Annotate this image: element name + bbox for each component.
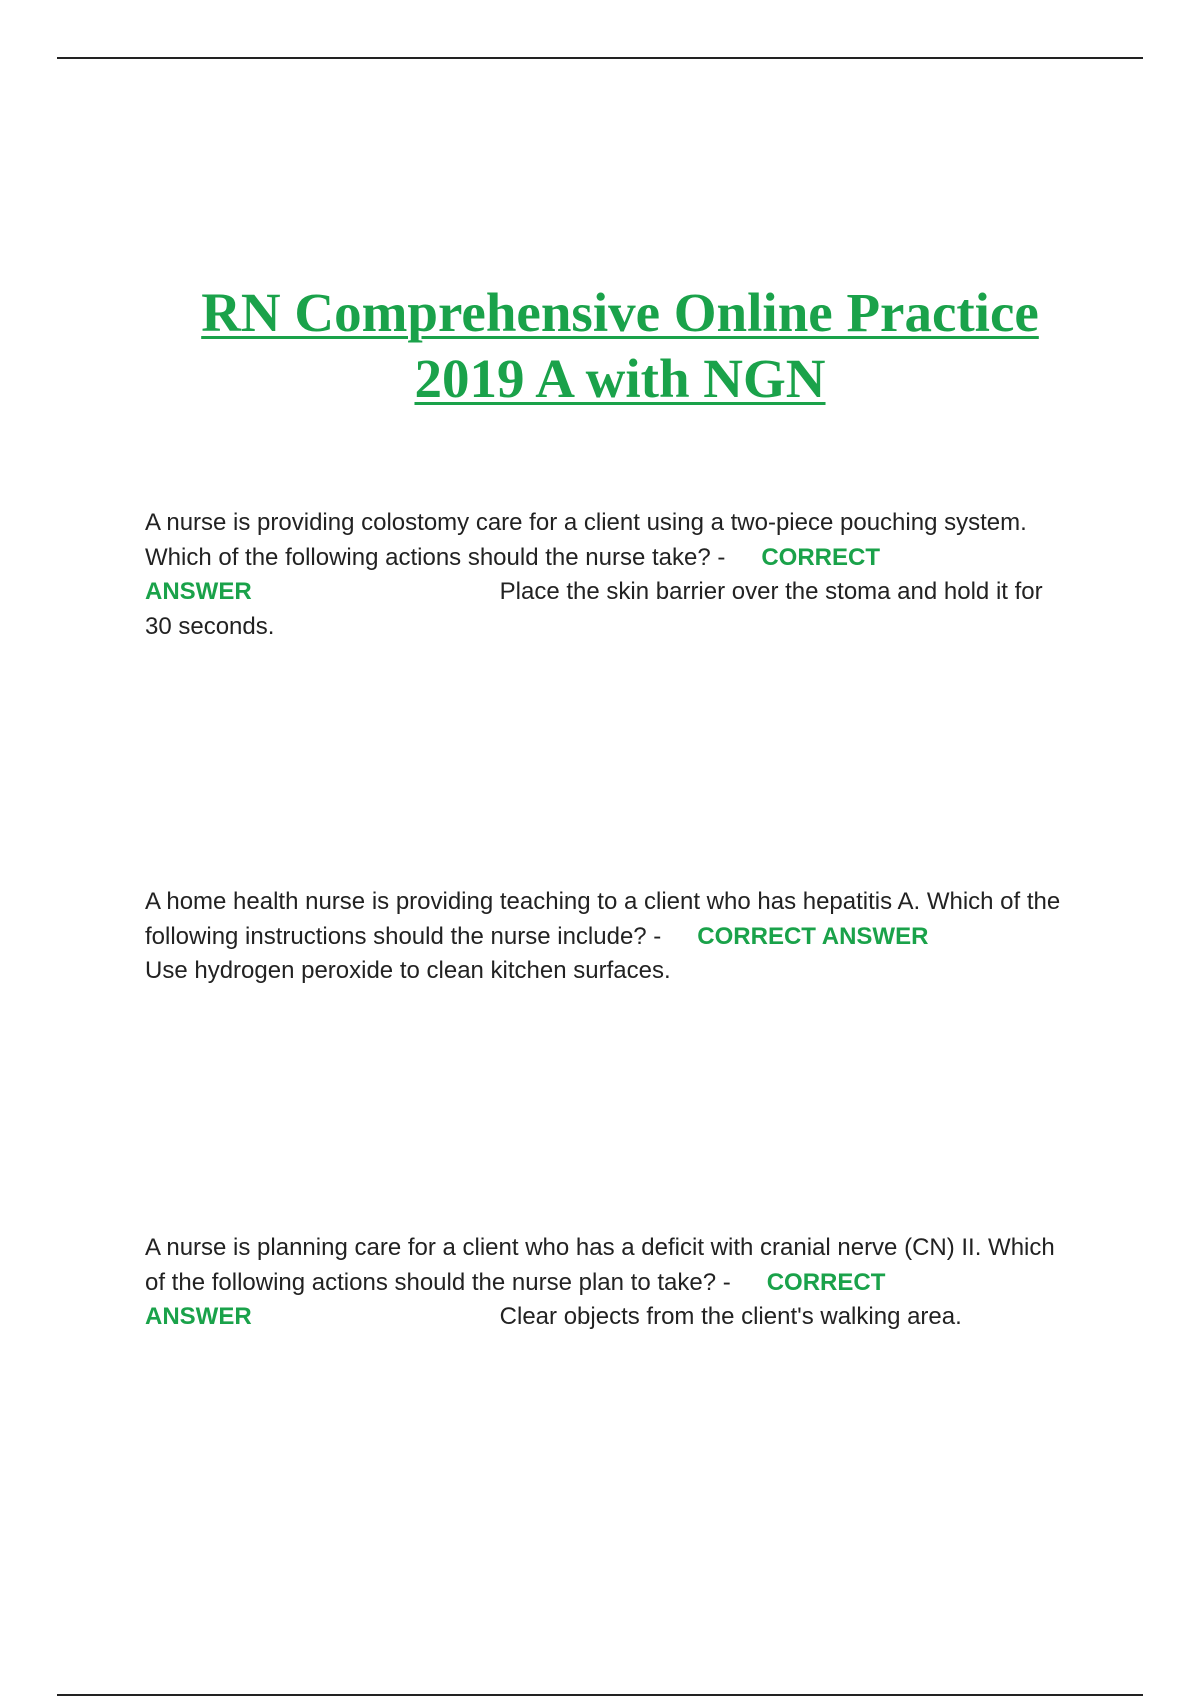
qa-item-3 <box>145 1231 1065 1335</box>
document-title <box>140 280 1100 412</box>
title-line-2: 2019 A with NGN <box>414 348 826 409</box>
question-text: A home health nurse is providing teaching to a client who has hepatitis A. Which of the following instructions should the nurse include? - <box>145 888 1061 950</box>
correct-answer-label: CORRECT <box>766 1268 886 1296</box>
answer-text: Use hydrogen peroxide to clean kitchen surfaces. <box>145 957 671 984</box>
correct-answer-label-cont: ANSWER <box>145 578 252 605</box>
question-text: A nurse is planning care for a client who has a deficit with cranial nerve (CN) II. Which of the following actions should the nurse plan to take? - <box>145 1234 1055 1296</box>
question-text: A nurse is providing colostomy care for a client using a two-piece pouching system. Which of the following actions should the nurse take? - <box>145 509 1027 571</box>
answer-text: Clear objects from the client's walking area. <box>499 1303 962 1330</box>
qa-item-1 <box>145 506 1065 644</box>
correct-answer-label-cont: ANSWER <box>145 1303 252 1330</box>
top-rule <box>57 57 1143 59</box>
answer-text: Place the skin barrier over the stoma and hold it for 30 seconds. <box>145 578 1043 640</box>
qa-item-2 <box>145 885 1065 989</box>
correct-answer-label: CORRECT ANSWER <box>697 922 929 950</box>
title-line-1: RN Comprehensive Online Practice <box>201 282 1039 343</box>
correct-answer-label: CORRECT <box>761 543 880 571</box>
bottom-rule <box>57 1694 1143 1696</box>
